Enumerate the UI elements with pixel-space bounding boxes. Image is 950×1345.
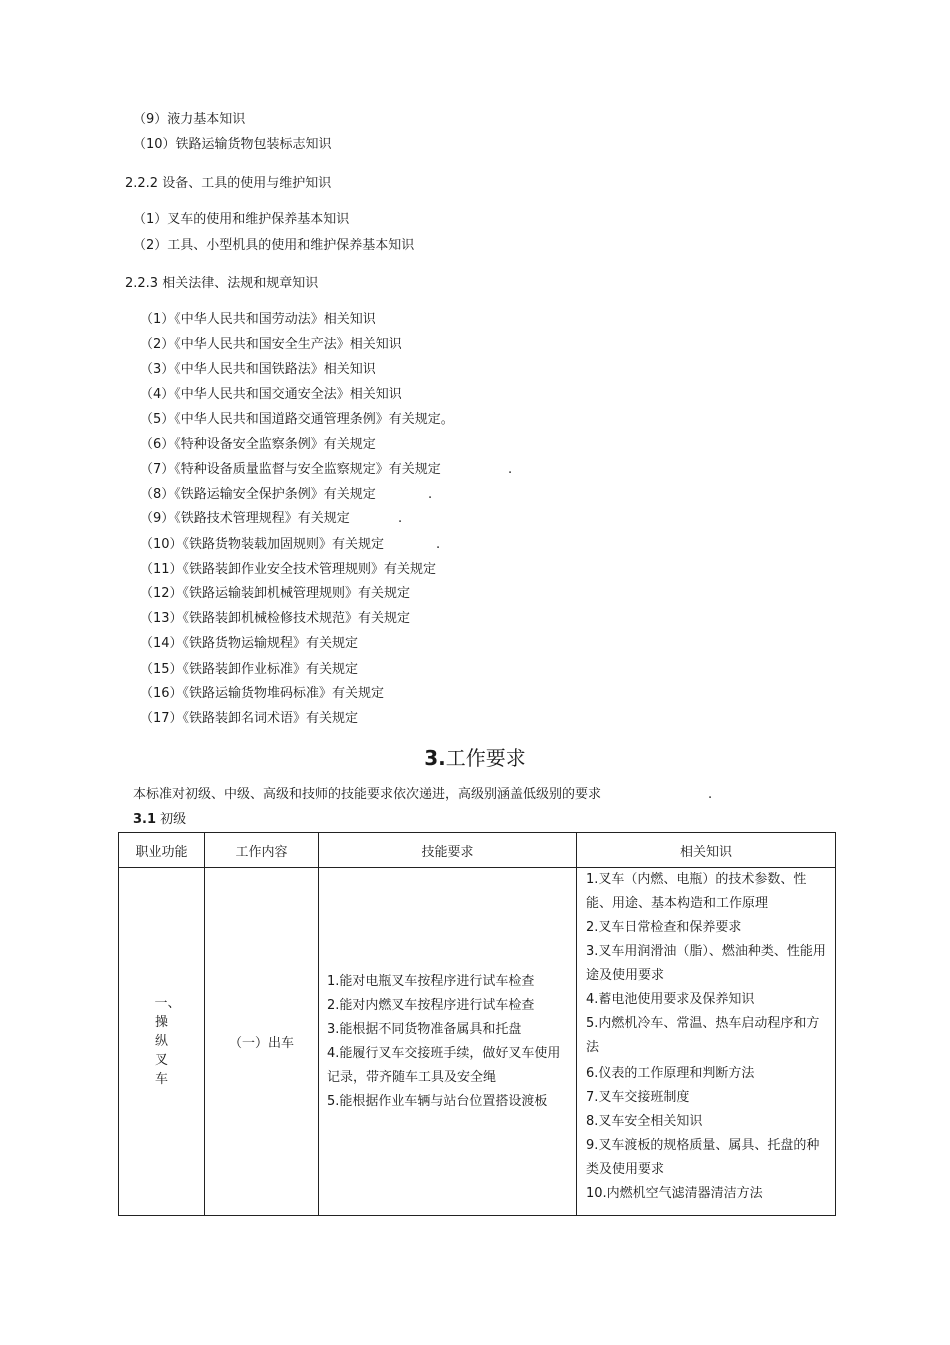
knowledge-item: 5.内燃机冷车、常温、热车启动程序和方法	[586, 1016, 820, 1055]
knowledge-cell	[577, 868, 836, 1216]
law-list-item: （13）《铁路装卸机械检修技术规范》有关规定	[140, 611, 411, 626]
knowledge-item: 6.仪表的工作原理和判断方法	[586, 1066, 755, 1081]
knowledge-item: 4.蓄电池使用要求及保养知识	[586, 992, 755, 1007]
subsection-number: 3.1	[133, 812, 157, 827]
section-3-heading	[0, 745, 950, 771]
law-list-item: （1）《中华人民共和国劳动法》相关知识	[140, 312, 376, 327]
skill-item: 2.能对内燃叉车按程序进行试车检查	[327, 997, 535, 1013]
trailing-dot: .	[508, 462, 513, 477]
law-list-item: （7）《特种设备质量监督与安全监察规定》有关规定	[140, 462, 441, 477]
skill-item: 3.能根据不同货物准备属具和托盘	[327, 1021, 522, 1037]
section-3-title: 工作要求	[445, 746, 526, 770]
law-list-item: （15）《铁路装卸作业标准》有关规定	[140, 662, 359, 677]
law-list-item: （9）《铁路技术管理规程》有关规定	[140, 511, 350, 526]
law-list-item: （8）《铁路运输安全保护条例》有关规定	[140, 487, 376, 502]
knowledge-item: 3.叉车用润滑油（脂）、燃油种类、性能用途及使用要求	[586, 944, 826, 983]
knowledge-item: 9.叉车渡板的规格质量、属具、托盘的种类及使用要求	[586, 1138, 820, 1177]
list-item: （2）工具、小型机具的使用和维护保养基本知识	[133, 238, 415, 253]
knowledge-item: 10.内燃机空气滤清器清洁方法	[586, 1186, 763, 1201]
trailing-dot: .	[398, 511, 403, 526]
skill-item: 4.能履行叉车交接班手续，做好叉车使用记录，带齐随车工具及安全绳	[327, 1045, 561, 1085]
law-list-item: （5）《中华人民共和国道路交通管理条例》有关规定。	[140, 412, 454, 427]
law-list-item: （10）《铁路货物装载加固规则》有关规定	[140, 537, 385, 552]
law-list-item: （2）《中华人民共和国安全生产法》相关知识	[140, 337, 402, 352]
list-item: （9）液力基本知识	[133, 112, 246, 127]
law-list-item: （17）《铁路装卸名词术语》有关规定	[140, 711, 359, 726]
law-list-item: （3）《中华人民共和国铁路法》相关知识	[140, 362, 376, 377]
law-list-item: （12）《铁路运输装卸机械管理规则》有关规定	[140, 586, 411, 601]
content-cell: （一）出车	[205, 868, 319, 1216]
knowledge-item: 7.叉车交接班制度	[586, 1090, 690, 1105]
skill-item: 1.能对电瓶叉车按程序进行试车检查	[327, 973, 535, 989]
header-skills: 技能要求	[319, 833, 577, 868]
section-3-number: 3.	[424, 746, 446, 770]
subsection-title: 初级	[156, 812, 187, 827]
table-row	[119, 868, 836, 1216]
law-list-item: （11）《铁路装卸作业安全技术管理规则》有关规定	[140, 562, 437, 577]
knowledge-item: 8.叉车安全相关知识	[586, 1114, 703, 1129]
table-header-row	[119, 833, 836, 868]
header-content: 工作内容	[205, 833, 319, 868]
knowledge-item: 1.叉车（内燃、电瓶）的技术参数、性能、用途、基本构造和工作原理	[586, 872, 807, 911]
law-list-item: （6）《特种设备安全监察条例》有关规定	[140, 437, 376, 452]
header-function: 职业功能	[119, 833, 205, 868]
trailing-dot: .	[708, 787, 713, 802]
function-text: 一、操纵叉车	[154, 996, 181, 1087]
section-3-intro: 本标准对初级、中级、高级和技师的技能要求依次递进，高级别涵盖低级别的要求	[133, 787, 602, 802]
law-list-item: （4）《中华人民共和国交通安全法》相关知识	[140, 387, 402, 402]
skills-cell	[319, 868, 577, 1216]
requirements-table	[118, 832, 836, 1216]
trailing-dot: .	[436, 537, 441, 552]
subsection-3-1-heading	[133, 811, 186, 829]
law-list-item: （14）《铁路货物运输规程》有关规定	[140, 636, 359, 651]
skill-item: 5.能根据作业车辆与站台位置搭设渡板	[327, 1093, 548, 1109]
section-heading-2-2-3: 2.2.3 相关法律、法规和规章知识	[125, 276, 319, 291]
list-item: （1）叉车的使用和维护保养基本知识	[133, 212, 350, 227]
law-list-item: （16）《铁路运输货物堆码标准》有关规定	[140, 686, 385, 701]
list-item: （10）铁路运输货物包装标志知识	[133, 137, 332, 152]
knowledge-item: 2.叉车日常检查和保养要求	[586, 920, 742, 935]
function-cell	[119, 868, 205, 1216]
header-knowledge: 相关知识	[577, 833, 836, 868]
section-heading-2-2-2: 2.2.2 设备、工具的使用与维护知识	[125, 176, 332, 191]
trailing-dot: .	[428, 487, 433, 502]
